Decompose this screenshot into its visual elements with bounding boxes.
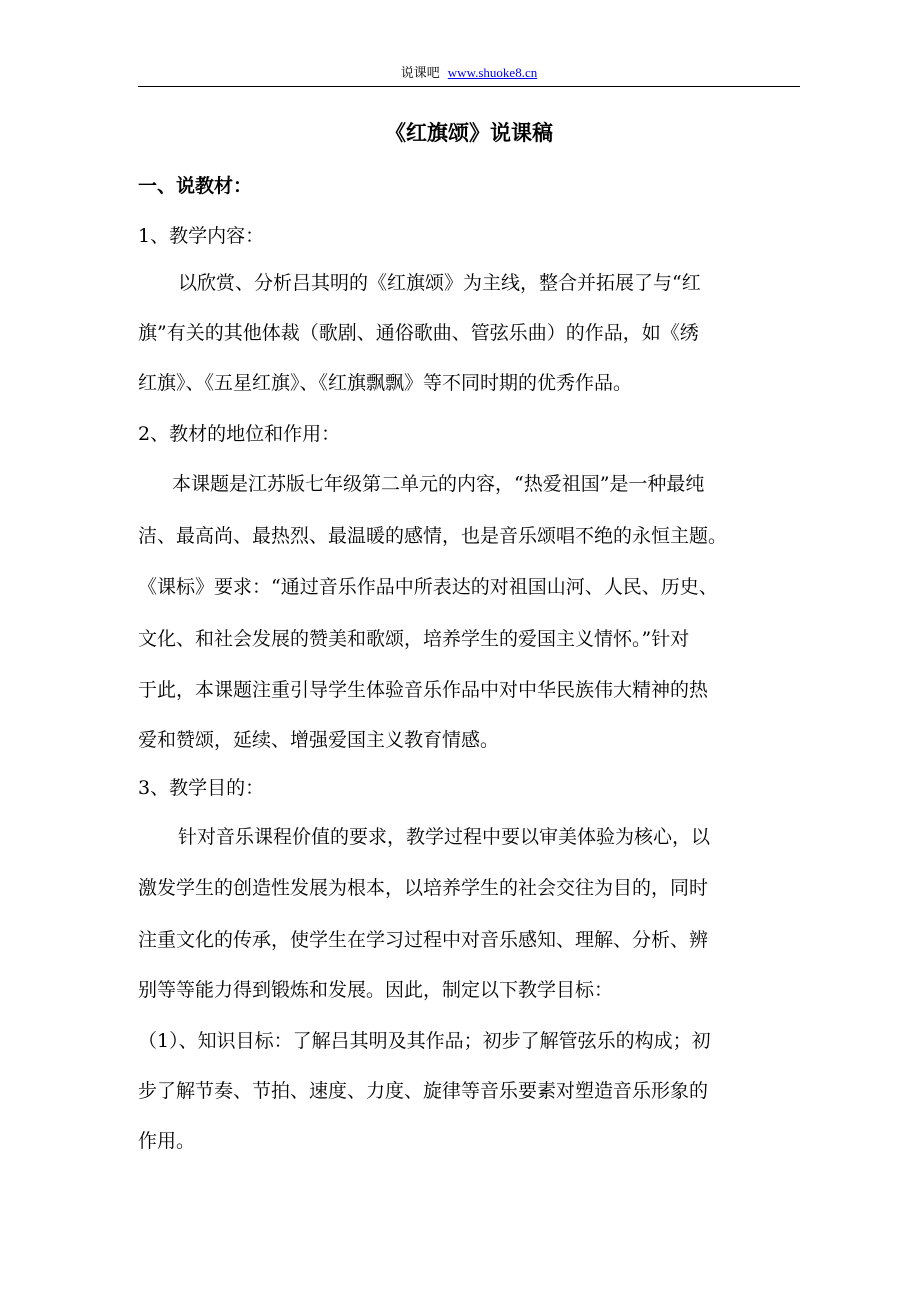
document-title: 《红旗颂》说课稿	[385, 120, 553, 145]
paragraph-line: 注重文化的传承，使学生在学习过程中对音乐感知、理解、分析、辨	[138, 929, 709, 951]
paragraph-line: 文化、和社会发展的赞美和歌颂，培养学生的爱国主义情怀。”针对	[138, 628, 690, 650]
site-url-link[interactable]: www.shuoke8.cn	[447, 65, 538, 80]
paragraph-line: （1）、知识目标：了解吕其明及其作品；初步了解管弦乐的构成；初	[138, 1030, 711, 1052]
paragraph-line: 旗”有关的其他体裁（歌剧、通俗歌曲、管弦乐曲）的作品，如《绣	[138, 322, 699, 344]
subheading-teaching-goals: 3、教学目的：	[138, 777, 265, 799]
paragraph-line: 步了解节奏、节拍、速度、力度、旋律等音乐要素对塑造音乐形象的	[138, 1080, 709, 1102]
paragraph-line: 别等等能力得到锻炼和发展。因此，制定以下教学目标：	[138, 979, 614, 1001]
subheading-status-role: 2、教材的地位和作用：	[138, 423, 341, 445]
paragraph-line: 本课题是江苏版七年级第二单元的内容，“热爱祖国”是一种最纯	[172, 473, 705, 495]
page-header	[138, 62, 800, 87]
paragraph-line: 于此，本课题注重引导学生体验音乐作品中对中华民族伟大精神的热	[138, 679, 709, 701]
paragraph-line: 激发学生的创造性发展为根本，以培养学生的社会交往为目的，同时	[138, 877, 709, 899]
paragraph-line: 以欣赏、分析吕其明的《红旗颂》为主线，整合并拓展了与“红	[178, 272, 701, 294]
paragraph-line: 洁、最高尚、最热烈、最温暖的感情，也是音乐颂唱不绝的永恒主题。	[138, 525, 728, 547]
subheading-teaching-content: 1、教学内容：	[138, 225, 265, 247]
paragraph-line: 红旗》、《五星红旗》、《红旗飘飘》等不同时期的优秀作品。	[138, 372, 633, 394]
paragraph-line: 作用。	[138, 1130, 196, 1152]
paragraph-line: 针对音乐课程价值的要求，教学过程中要以审美体验为核心，以	[178, 826, 711, 848]
paragraph-line: 《课标》要求：“通过音乐作品中所表达的对祖国山河、人民、历史、	[138, 576, 718, 598]
site-name: 说课吧	[400, 66, 440, 81]
paragraph-line: 爱和赞颂，延续、增强爱国主义教育情感。	[138, 729, 500, 751]
section-heading-textbook: 一、说教材：	[138, 175, 253, 197]
